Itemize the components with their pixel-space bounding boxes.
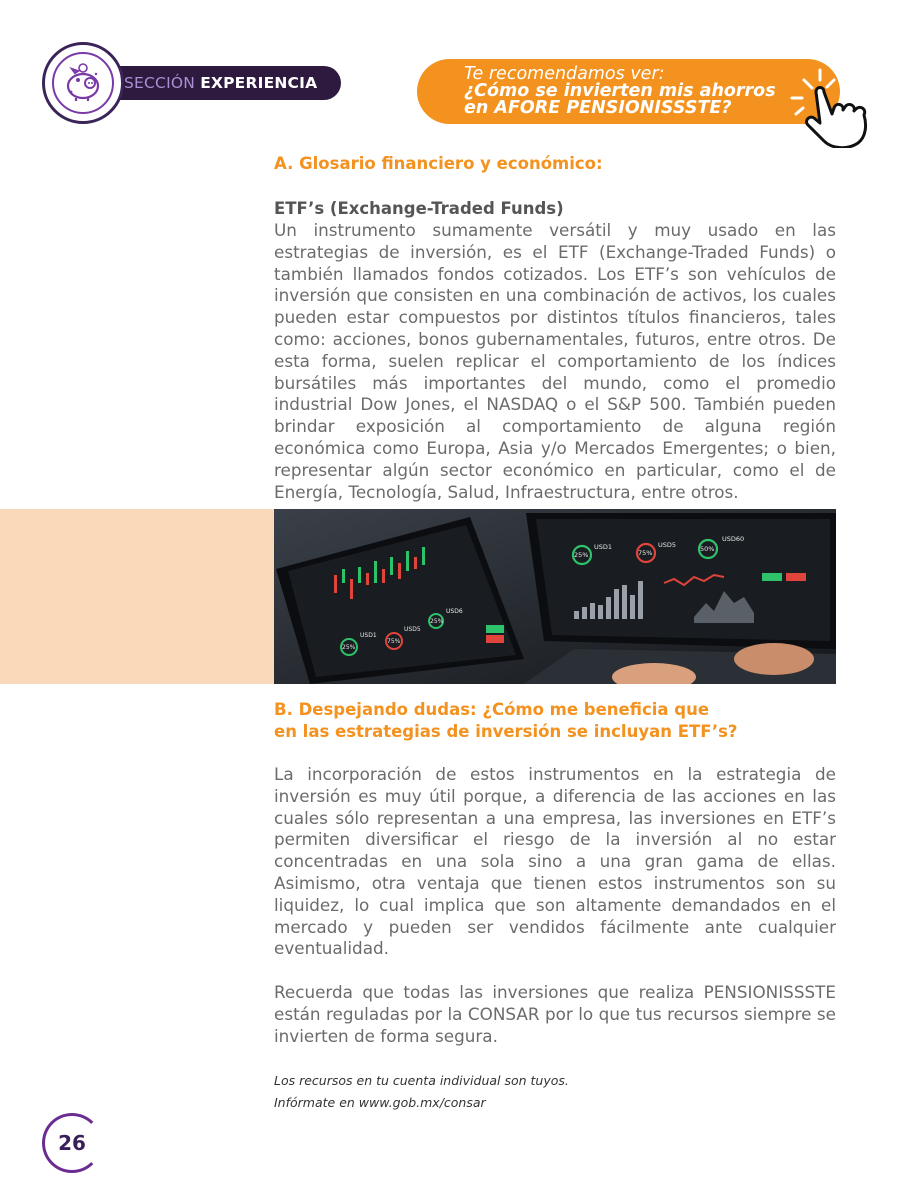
laptop-label-1: USD1 (594, 543, 613, 551)
laptop-label-3: USD60 (722, 535, 745, 543)
laptop-percent-2: 75% (638, 549, 653, 557)
etf-subheading: ETF’s (Exchange-Traded Funds) (274, 199, 564, 218)
regulation-paragraph: Recuerda que todas las inversiones que realiza PENSIONISSSTE están reguladas por la CONSAR por lo que tus recursos siempre se invierten de forma segura. (274, 982, 836, 1046)
tablet-label-2: USD5 (404, 626, 421, 633)
etf-definition-paragraph: Un instrumento sumamente versátil y muy usado en las estrategias de inversión, es el ETF (Exchange-Traded Funds) o también llamados fondos cotizados. Los ETF’s son vehículos de inversión que consisten en una combinación de activos, los cuales pueden estar compuestos por distintos títulos financieros, tales como: acciones, bonos gubernamentales, futuros, entre otros. De esta forma, suelen replicar el comportamiento de los índices bursátiles más importantes del mundo, como el promedio industrial Dow Jones, el NASDAQ o el S&P 500. También pueden brindar exposición al comportamiento de alguna región económica como Europa, Asia y/o Mercados Emergentes; o bien, representar algún sector económico en particular, como el de Energía, Tecnología, Salud, Infraestructura, entre otros. (274, 220, 836, 502)
section-b-heading-line1: B. Despejando dudas: ¿Cómo me beneficia que (274, 700, 710, 719)
pointer-hand-icon (786, 66, 890, 148)
piggy-bank-icon (52, 52, 114, 114)
trading-devices-photo (274, 509, 836, 684)
tablet-percent-3: 25% (430, 618, 444, 625)
footer-note-line2[interactable]: Infórmate en www.gob.mx/consar (274, 1095, 486, 1110)
section-label (124, 66, 317, 100)
footer-note-line1: Los recursos en tu cuenta individual son tuyos. (274, 1073, 569, 1088)
section-label-light: SECCIÓN (124, 74, 196, 92)
laptop-percent-3: 50% (700, 545, 715, 553)
tablet-label-1: USD1 (360, 632, 377, 639)
tablet-percent-2: 75% (387, 638, 401, 645)
tablet-percent-1: 25% (342, 644, 356, 651)
recommendation-title-line1[interactable]: ¿Cómo se invierten mis ahorros (464, 81, 776, 101)
benefits-paragraph: La incorporación de estos instrumentos en la estrategia de inversión es muy útil porque, a diferencia de las acciones en las cuales sólo representan a una empresa, las inversiones en ETF’s permiten diversificar el riesgo de la inversión al no estar concentradas en una sola sino a una gran gama de ellas. Asimismo, otra ventaja que tienen estos instrumentos son su liquidez, lo cual implica que son altamente demandados en el mercado y pueden ser vendidos fácilmente ante cualquier eventualidad. (274, 764, 836, 959)
laptop-label-2: USD5 (658, 541, 677, 549)
recommendation-intro: Te recomendamos ver: (464, 64, 665, 84)
section-label-bold: EXPERIENCIA (200, 74, 318, 92)
page-number: 26 (58, 1131, 86, 1155)
laptop-percent-1: 25% (574, 551, 589, 559)
section-b-heading-line2: en las estrategias de inversión se incluyan ETF’s? (274, 722, 738, 741)
tablet-label-3: USD6 (446, 608, 463, 615)
recommendation-title-line2[interactable]: en AFORE PENSIONISSSTE? (464, 98, 732, 118)
section-a-heading: A. Glosario financiero y económico: (274, 154, 603, 173)
decorative-band (0, 509, 274, 684)
